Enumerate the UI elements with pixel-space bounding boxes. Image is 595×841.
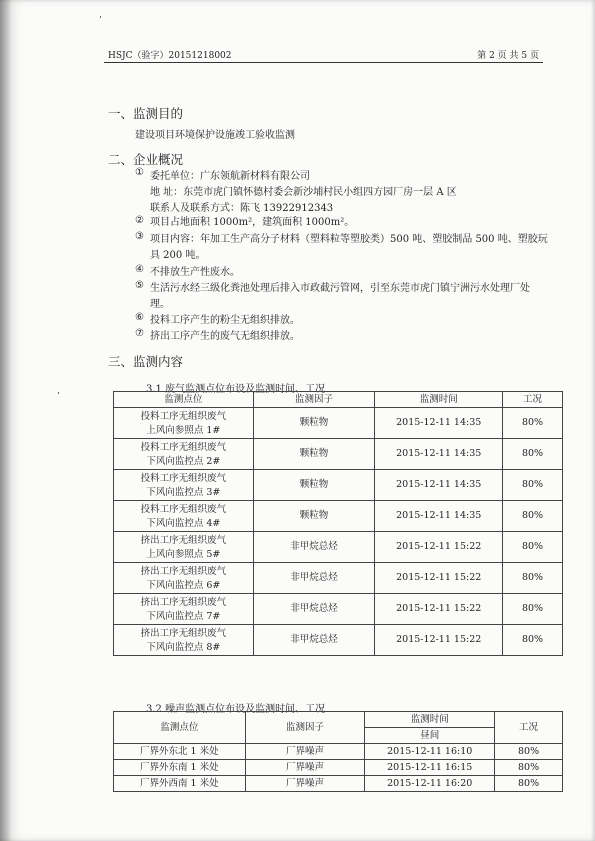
scan-edge-shadow (0, 0, 12, 841)
table-row (114, 776, 563, 792)
section2-title: 二、企业概况 (108, 152, 184, 167)
list-item-number: ④ (135, 264, 144, 275)
column-header: 监测时间 (375, 392, 503, 408)
section1-content: 建设项目环境保护设施竣工验收监测 (135, 130, 295, 141)
list-item-text: 联系人及联系方式：陈飞 13922912343 (150, 203, 334, 214)
condition-cell: 80% (503, 532, 563, 563)
list-item-number: ⑦ (135, 328, 144, 339)
point-line2: 下风向监控点 3# (146, 486, 221, 498)
point-line1: 挤出工序无组织废气 (140, 534, 227, 546)
column-header: 监测因子 (245, 712, 365, 744)
point-line1: 投料工序无组织废气 (140, 441, 227, 453)
table-row (114, 594, 563, 625)
doc-number: HSJC（验字）20151218002 (108, 51, 232, 61)
list-item-number: ⑤ (135, 280, 144, 291)
time-cell: 2015-12-11 14:35 (375, 408, 503, 439)
section3-title: 三、监测内容 (108, 354, 184, 369)
header-rule (104, 62, 543, 63)
list-item-text: 具 200 吨。 (150, 250, 206, 261)
condition-cell: 80% (503, 501, 563, 532)
condition-cell: 80% (503, 470, 563, 501)
scan-speck (58, 392, 59, 394)
monitoring-point-cell (114, 625, 254, 656)
factor-cell: 非甲烷总烃 (253, 625, 375, 656)
point-line2: 下风向监控点 4# (146, 517, 221, 529)
factor-cell: 非甲烷总烃 (253, 532, 375, 563)
section1-title: 一、监测目的 (108, 106, 184, 121)
point-line2: 下风向监控点 6# (146, 579, 221, 591)
condition-cell: 80% (503, 594, 563, 625)
condition-cell: 80% (495, 760, 563, 776)
list-item-number: ⑥ (135, 312, 144, 323)
table-row (114, 744, 563, 760)
table-row (114, 563, 563, 594)
column-header: 监测时间 (365, 712, 495, 728)
factor-cell: 厂界噪声 (245, 744, 365, 760)
column-subheader: 昼间 (365, 728, 495, 744)
monitoring-point-cell (114, 408, 254, 439)
point-line2: 上风向参照点 1# (146, 424, 221, 436)
table-header-row (114, 392, 563, 408)
list-item-number: ② (135, 215, 144, 226)
page-info: 第 2 页 共 5 页 (477, 51, 539, 61)
table-row (114, 408, 563, 439)
time-cell: 2015-12-11 15:22 (375, 594, 503, 625)
table2-caption: 3.2 噪声监测点位布设及监测时间、工况 (146, 704, 326, 715)
factor-cell: 颗粒物 (253, 408, 375, 439)
table-row (114, 470, 563, 501)
list-item-text: 生活污水经三级化粪池处理后排入市政截污管网，引至东莞市虎门镇宁洲污水处理厂处 (150, 283, 530, 294)
monitoring-point-cell (114, 594, 254, 625)
point-line1: 挤出工序无组织废气 (140, 627, 227, 639)
condition-cell: 80% (495, 744, 563, 760)
time-cell: 2015-12-11 14:35 (375, 501, 503, 532)
column-header: 监测点位 (114, 392, 254, 408)
time-cell: 2015-12-11 14:35 (375, 439, 503, 470)
time-cell: 2015-12-11 16:15 (365, 760, 495, 776)
time-cell: 2015-12-11 15:22 (375, 563, 503, 594)
time-cell: 2015-12-11 14:35 (375, 470, 503, 501)
exhaust-monitoring-table (113, 391, 563, 656)
point-line2: 下风向监控点 7# (146, 610, 221, 622)
monitoring-point-cell (114, 439, 254, 470)
point-line1: 挤出工序无组织废气 (140, 565, 227, 577)
list-item-text: 委托单位：广东领航新材料有限公司 (150, 171, 310, 182)
list-item-text: 地 址：东莞市虎门镇怀德村委会新沙埔村民小组四方园厂房一层 A 区 (150, 187, 457, 198)
condition-cell: 80% (503, 408, 563, 439)
factor-cell: 颗粒物 (253, 439, 375, 470)
list-item-number: ③ (135, 231, 144, 242)
list-item-text: 挤出工序产生的废气无组织排放。 (150, 331, 300, 342)
factor-cell: 厂界噪声 (245, 760, 365, 776)
list-item-text: 项目占地面积 1000m²，建筑面积 1000m²。 (150, 217, 355, 228)
table-row (114, 625, 563, 656)
condition-cell: 80% (495, 776, 563, 792)
condition-cell: 80% (503, 625, 563, 656)
point-line1: 挤出工序无组织废气 (140, 596, 227, 608)
column-header: 工况 (503, 392, 563, 408)
list-item-text: 项目内容：年加工生产高分子材料（塑料粒等塑胶类）500 吨、塑胶制品 500 吨、塑胶玩 (150, 234, 548, 245)
list-item-text: 投料工序产生的粉尘无组织排放。 (150, 315, 300, 326)
table-row (114, 439, 563, 470)
scan-speck (100, 16, 101, 18)
list-item-text: 理。 (150, 299, 170, 310)
table-row (114, 501, 563, 532)
monitoring-point-cell (114, 532, 254, 563)
point-line1: 投料工序无组织废气 (140, 410, 227, 422)
factor-cell: 颗粒物 (253, 470, 375, 501)
time-cell: 2015-12-11 16:10 (365, 744, 495, 760)
factor-cell: 颗粒物 (253, 501, 375, 532)
time-cell: 2015-12-11 15:22 (375, 532, 503, 563)
noise-monitoring-table (113, 711, 563, 792)
list-item-text: 不排放生产性废水。 (150, 267, 240, 278)
point-line2: 下风向监控点 2# (146, 455, 221, 467)
monitoring-point-cell (114, 563, 254, 594)
column-header: 监测因子 (253, 392, 375, 408)
table-row (114, 760, 563, 776)
point-line1: 投料工序无组织废气 (140, 503, 227, 515)
time-cell: 2015-12-11 16:20 (365, 776, 495, 792)
point-line1: 投料工序无组织废气 (140, 472, 227, 484)
time-cell: 2015-12-11 15:22 (375, 625, 503, 656)
condition-cell: 80% (503, 563, 563, 594)
monitoring-point-cell: 厂界外东北 1 米处 (114, 744, 246, 760)
factor-cell: 非甲烷总烃 (253, 563, 375, 594)
column-header: 工况 (495, 712, 563, 744)
monitoring-point-cell: 厂界外东南 1 米处 (114, 760, 246, 776)
factor-cell: 非甲烷总烃 (253, 594, 375, 625)
column-header: 监测点位 (114, 712, 246, 744)
point-line2: 上风向参照点 5# (146, 548, 221, 560)
table1-caption: 3.1 废气监测点位布设及监测时间、工况 (146, 384, 326, 395)
point-line2: 下风向监控点 8# (146, 641, 221, 653)
table-row (114, 532, 563, 563)
monitoring-point-cell (114, 470, 254, 501)
condition-cell: 80% (503, 439, 563, 470)
monitoring-point-cell: 厂界外西南 1 米处 (114, 776, 246, 792)
factor-cell: 厂界噪声 (245, 776, 365, 792)
monitoring-point-cell (114, 501, 254, 532)
table-header-row (114, 712, 563, 728)
list-item-number: ① (135, 167, 144, 178)
